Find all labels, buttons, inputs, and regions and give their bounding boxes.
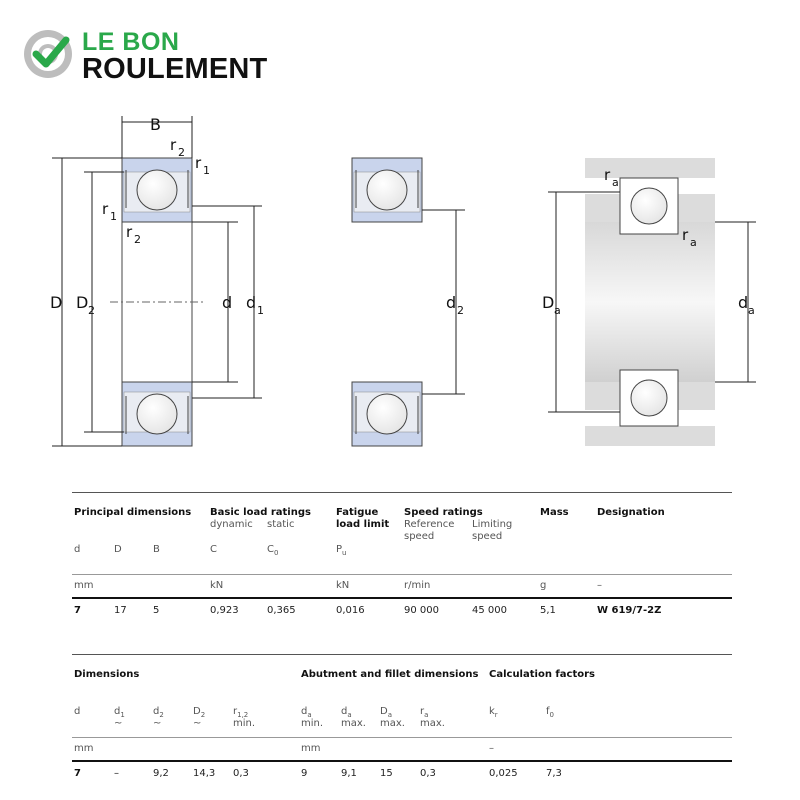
- sym2-ra-max: $r_a$: [420, 706, 429, 719]
- val2-f0: 7,3: [546, 768, 562, 779]
- label-da: d: [738, 293, 749, 312]
- hdr-abutment: Abutment and fillet dimensions: [301, 669, 479, 680]
- val-B: 5: [153, 605, 160, 616]
- label-Da-sub: a: [554, 304, 561, 317]
- label-d1: d: [246, 293, 257, 312]
- sym2-d2: $d_2$: [153, 706, 164, 719]
- sym2-da-max-label: max.: [341, 718, 366, 729]
- val-designation: W 619/7-2Z: [597, 605, 662, 616]
- bearing-check-icon: [22, 26, 78, 82]
- val-D: 17: [114, 605, 127, 616]
- hdr-basic-load-ratings: Basic load ratings: [210, 507, 311, 518]
- label-r2-left: r: [126, 223, 133, 241]
- val-lim-speed: 45 000: [472, 605, 507, 616]
- logo: [22, 26, 302, 86]
- val2-da-max: 9,1: [341, 768, 357, 779]
- val2-Da-max: 15: [380, 768, 393, 779]
- hdr-limiting: Limiting: [472, 519, 513, 530]
- label-r1-left-sub: 1: [110, 210, 117, 223]
- sym-d: d: [74, 544, 81, 555]
- label-r2-left-sub: 2: [134, 233, 141, 246]
- val-C: 0,923: [210, 605, 239, 616]
- val2-ra-max: 0,3: [420, 768, 436, 779]
- sym2-da-min: $d_a$: [301, 706, 312, 719]
- sym2-d1-tilde: ~: [114, 718, 123, 729]
- bearing-section-2: [352, 158, 465, 446]
- logo-text-line1: LE BON: [82, 28, 180, 56]
- sym2-d: d: [74, 706, 81, 717]
- sym2-Da-max-label: max.: [380, 718, 405, 729]
- unit-rmin: r/min: [404, 580, 431, 591]
- label-d2: d: [446, 293, 457, 312]
- hdr-static: static: [267, 519, 295, 530]
- unit2-mm: mm: [74, 743, 94, 754]
- val-ref-speed: 90 000: [404, 605, 439, 616]
- label-ra-right: r: [682, 226, 689, 244]
- sym2-d1: $d_1$: [114, 706, 125, 719]
- label-r1-left: r: [102, 200, 109, 218]
- unit-kN-fatigue: kN: [336, 580, 350, 591]
- logo-text-line2: ROULEMENT: [82, 53, 268, 85]
- val2-kr: 0,025: [489, 768, 518, 779]
- sym2-d2-tilde: ~: [153, 718, 162, 729]
- label-da-sub: a: [748, 304, 755, 317]
- sym-C0: $C_0$: [267, 544, 279, 557]
- bearing-mounting: [542, 158, 756, 446]
- unit-mm: mm: [74, 580, 94, 591]
- sym-D: D: [114, 544, 122, 555]
- sym2-D2: $D_2$: [193, 706, 206, 719]
- sym2-Da-max: $D_a$: [380, 706, 392, 719]
- val2-d: 7: [74, 768, 81, 779]
- table2-top-rule: [72, 654, 732, 655]
- sym-C: C: [210, 544, 217, 555]
- label-r2-top-sub: 2: [178, 146, 185, 159]
- sym2-kr: $k_r$: [489, 706, 498, 719]
- label-r1-top-sub: 1: [203, 164, 210, 177]
- sym2-f0: $f_0$: [546, 706, 554, 719]
- unit2-mm-abutment: mm: [301, 743, 321, 754]
- table2-mid-rule: [72, 737, 732, 738]
- bearing-section-1: [50, 115, 264, 446]
- table1-top-rule: [72, 492, 732, 493]
- sym2-da-max: $d_a$: [341, 706, 352, 719]
- label-ra-top: r: [604, 166, 611, 184]
- bearing-drawings: [0, 100, 800, 460]
- label-r2-top: r: [170, 136, 177, 154]
- hdr-designation: Designation: [597, 507, 665, 518]
- table1-mid-rule: [72, 574, 732, 575]
- hdr-dimensions: Dimensions: [74, 669, 140, 680]
- sym2-da-min-label: min.: [301, 718, 324, 729]
- label-D2: D: [76, 293, 89, 312]
- val2-da-min: 9: [301, 768, 308, 779]
- sym2-ra-max-label: max.: [420, 718, 445, 729]
- label-ra-top-sub: a: [612, 176, 619, 189]
- label-d1-sub: 1: [257, 304, 264, 317]
- hdr-reference: Reference: [404, 519, 455, 530]
- label-D: D: [50, 293, 63, 312]
- label-d: d: [222, 293, 233, 312]
- hdr-principal-dimensions: Principal dimensions: [74, 507, 192, 518]
- val-d: 7: [74, 605, 81, 616]
- hdr-mass: Mass: [540, 507, 569, 518]
- sym-B: B: [153, 544, 160, 555]
- unit-dash: –: [597, 580, 602, 591]
- unit-g: g: [540, 580, 547, 591]
- sym2-r12: $r_{1,2}$: [233, 706, 249, 719]
- val-Pu: 0,016: [336, 605, 365, 616]
- hdr-calc-factors: Calculation factors: [489, 669, 595, 680]
- hdr-reference-speed: speed: [404, 531, 435, 542]
- table1-bottom-rule: [72, 597, 732, 599]
- hdr-load-limit: load limit: [336, 519, 390, 530]
- sym2-r12-min: min.: [233, 718, 256, 729]
- label-ra-right-sub: a: [690, 236, 697, 249]
- val2-d1: –: [114, 768, 119, 779]
- label-d2-sub: 2: [457, 304, 464, 317]
- label-D2-sub: 2: [88, 304, 95, 317]
- sym-Pu: $P_u$: [336, 544, 347, 557]
- label-r1-top: r: [195, 154, 202, 172]
- label-B: B: [150, 115, 161, 134]
- val2-d2: 9,2: [153, 768, 169, 779]
- hdr-speed-ratings: Speed ratings: [404, 507, 483, 518]
- unit-kN: kN: [210, 580, 224, 591]
- label-Da: D: [542, 293, 555, 312]
- val-C0: 0,365: [267, 605, 296, 616]
- sym2-D2-tilde: ~: [193, 718, 202, 729]
- hdr-dynamic: dynamic: [210, 519, 253, 530]
- table2-bottom-rule: [72, 760, 732, 762]
- hdr-limiting-speed: speed: [472, 531, 503, 542]
- val2-D2: 14,3: [193, 768, 216, 779]
- hdr-fatigue: Fatigue: [336, 507, 379, 518]
- val-mass: 5,1: [540, 605, 556, 616]
- val2-r12: 0,3: [233, 768, 249, 779]
- unit2-dash: –: [489, 743, 494, 754]
